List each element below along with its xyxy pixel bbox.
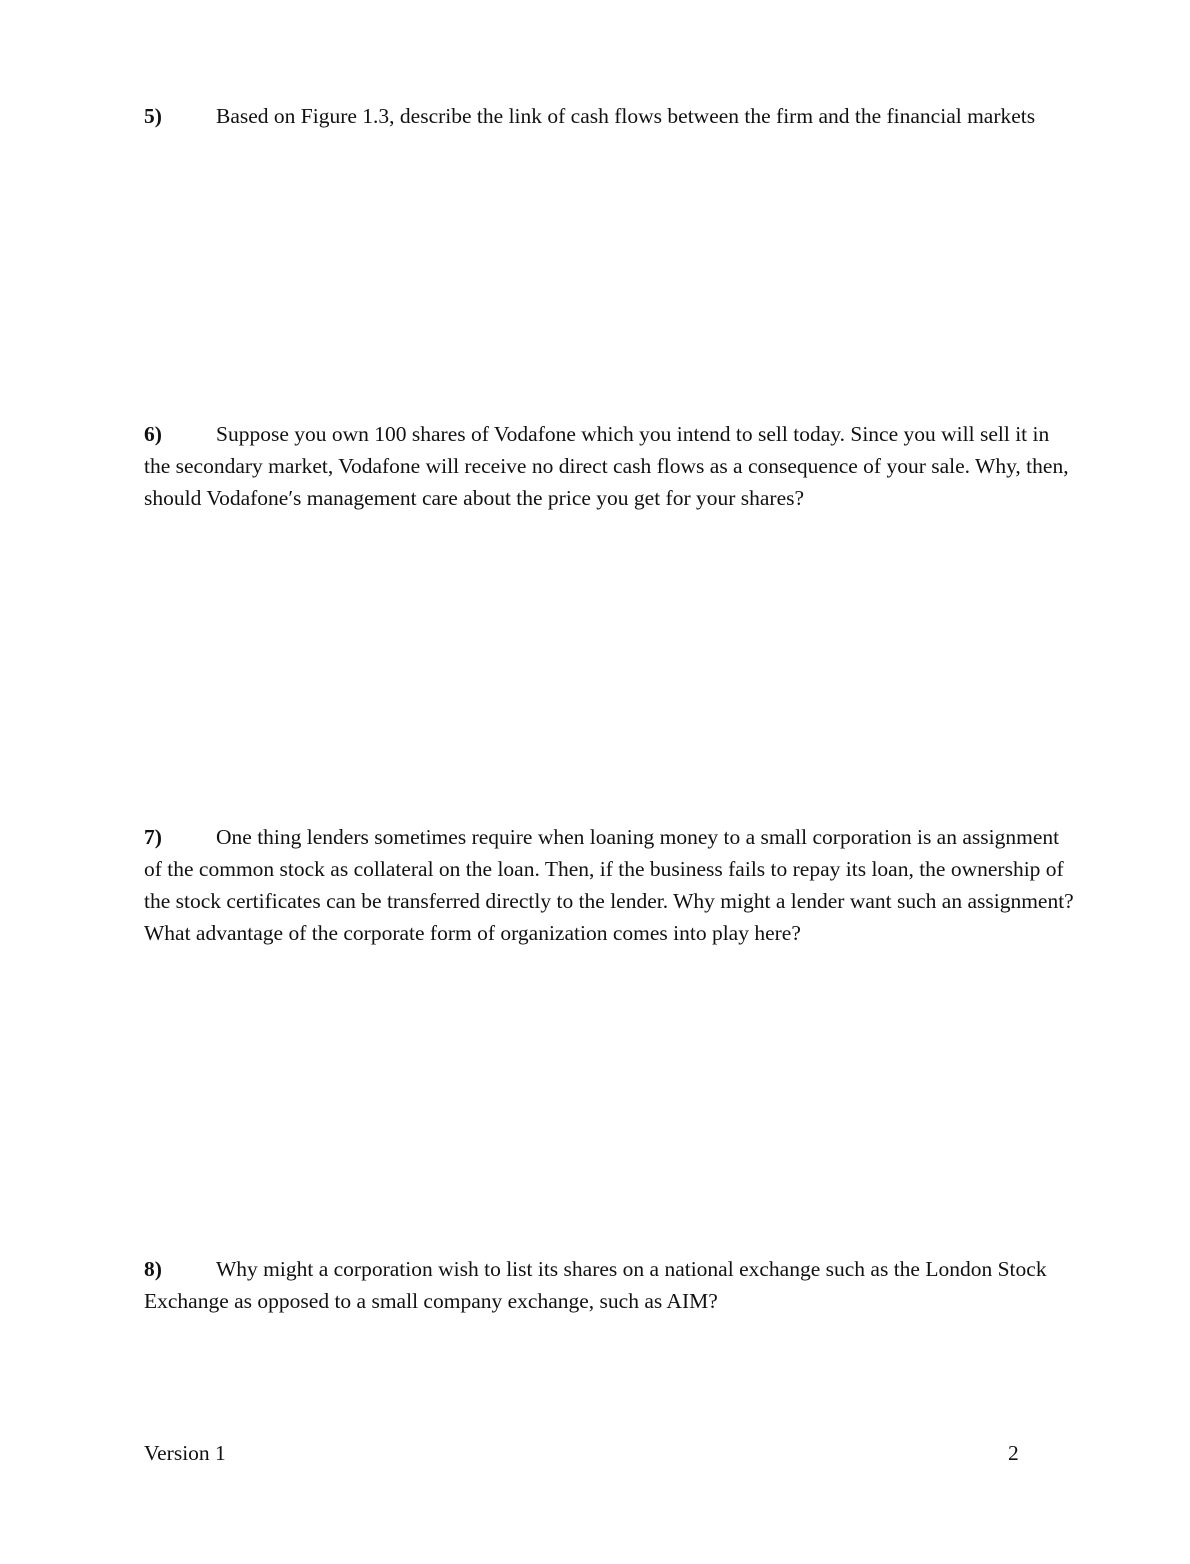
- question-number: 7): [144, 825, 162, 849]
- question-text: Suppose you own 100 shares of Vodafone which you intend to sell today. Since you will sell it in the secondary market, Vodafone will receive no direct cash flows as a consequence of your sale. Why, then, should Vodafone′s management care about the price you get for your shares?: [144, 422, 1069, 510]
- question-text: Why might a corporation wish to list its shares on a national exchange such as the London Stock Exchange as opposed to a small company exchange, such as AIM?: [144, 1257, 1047, 1313]
- footer-page-number-text: 2: [1008, 1441, 1019, 1465]
- question-number: 6): [144, 422, 162, 446]
- question-8: [144, 1253, 1074, 1317]
- footer-page-number: [1008, 1438, 1048, 1465]
- question-6: [144, 418, 1074, 514]
- question-7: [144, 821, 1074, 949]
- question-5: [144, 100, 1074, 132]
- question-number: 8): [144, 1257, 162, 1281]
- question-number: 5): [144, 104, 162, 128]
- question-text: One thing lenders sometimes require when loaning money to a small corporation is an assignment of the common stock as collateral on the loan. Then, if the business fails to repay its loan, the ownership of the stock certificates can be transferred directly to the lender. Why might a lender want such an assignment? What advantage of the corporate form of organization comes into play here?: [144, 825, 1074, 945]
- question-text: Based on Figure 1.3, describe the link of cash flows between the firm and the financial markets: [216, 104, 1036, 128]
- footer-version: [144, 1438, 284, 1465]
- footer-version-text: Version 1: [144, 1441, 226, 1465]
